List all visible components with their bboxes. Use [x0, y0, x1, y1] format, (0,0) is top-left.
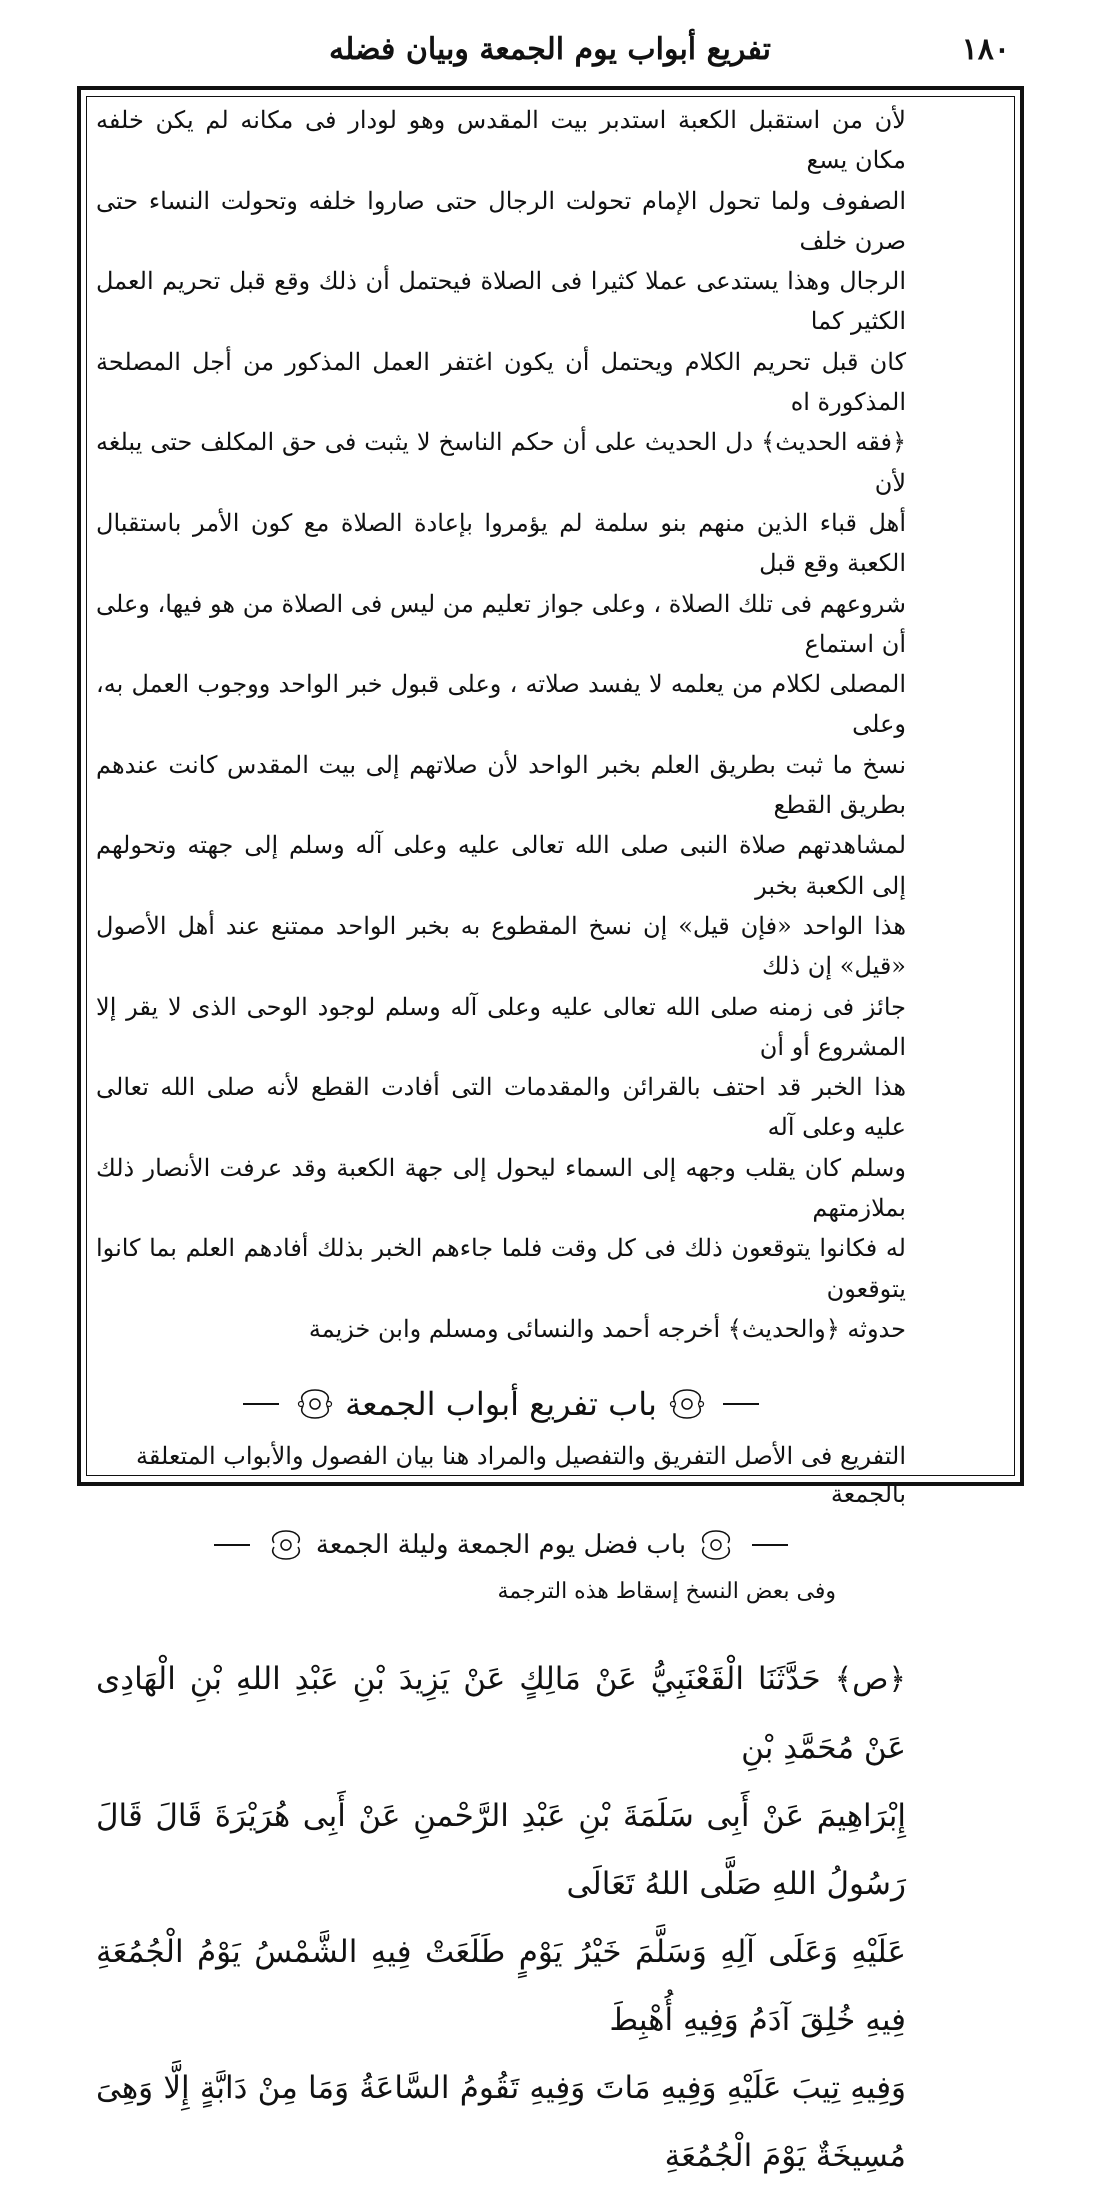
commentary-line: وسلم كان يقلب وجهه إلى السماء ليحول إلى جهة الكعبة وقد عرفت الأنصار ذلك بملازمتهم: [96, 1153, 906, 1223]
running-title: تفريع أبواب يوم الجمعة وبيان فضله: [329, 32, 771, 67]
heading-rule: [214, 1544, 250, 1546]
note-text: وفى بعض النسخ إسقاط هذه الترجمة: [497, 1579, 836, 1605]
commentary-line: جائز فى زمنه صلى الله تعالى عليه وعلى آله وسلم لوجود الوحى الذى لا يقر إلا المشروع أو أن: [96, 992, 906, 1061]
commentary-block: [96, 100, 906, 1349]
hadith-marker: ﴿ص﴾: [834, 1662, 907, 1698]
commentary-line: ﴿فقه الحديث﴾ دل الحديث على أن حكم الناسخ لا يثبت فى حق المكلف حتى يبلغه لأن: [96, 428, 906, 497]
commentary-line: المصلى لكلام من يعلمه لا يفسد صلاته ، وعلى قبول خبر الواحد ووجوب العمل به، وعلى: [96, 670, 906, 739]
ornament-icon: [264, 1527, 308, 1563]
commentary-line: الصفوف ولما تحول الإمام تحولت الرجال حتى صاروا خلفه وتحولت النساء حتى صرن خلف: [96, 186, 906, 255]
commentary-line: أهل قباء الذين منهم بنو سلمة لم يؤمروا بإعادة الصلاة مع كون الأمر باستقبال الكعبة وقع قبل: [96, 508, 906, 578]
hadith-line: عَلَيْهِ وَعَلَى آلِهِ وَسَلَّمَ خَيْرُ يَوْمٍ طَلَعَتْ فِيهِ الشَّمْسُ يَوْمُ الْجُمُعَةِ فِيهِ خُلِقَ آدَمُ وَفِيهِ أُهْبِطَ: [96, 1934, 906, 2039]
heading-rule: [752, 1544, 788, 1546]
chapter-heading-text: باب تفريع أبواب الجمعة: [345, 1385, 657, 1424]
hadith-block: [96, 1645, 906, 2190]
hadith-line: وَفِيهِ تِيبَ عَلَيْهِ وَفِيهِ مَاتَ وَفِيهِ تَقُومُ السَّاعَةُ وَمَا مِنْ دَابَّةٍ إِلَّا وَهِىَ مُسِيخَةٌ يَوْمَ الْجُمُعَةِ: [96, 2070, 906, 2175]
page-number: ١٨٠: [961, 32, 1010, 67]
commentary-line: لأن من استقبل الكعبة استدبر بيت المقدس وهو لودار فى مكانه لم يكن خلفه مكان يسع: [96, 106, 906, 175]
commentary-line: هذا الخبر قد احتف بالقرائن والمقدمات التى أفادت القطع لأنه صلى الله تعالى عليه وعلى آله: [96, 1073, 906, 1142]
hadith-line: إِبْرَاهِيمَ عَنْ أَبِى سَلَمَةَ بْنِ عَبْدِ الرَّحْمنِ عَنْ أَبِى هُرَيْرَةَ قَالَ قَالَ رَسُولُ اللهِ صَلَّى اللهُ تَعَالَى: [96, 1798, 906, 1903]
ornament-icon: [694, 1527, 738, 1563]
hadith-line-text: حَدَّثَنَا الْقَعْنَبِيُّ عَنْ مَالِكٍ عَنْ يَزِيدَ بْنِ عَبْدِ اللهِ بْنِ الْهَادِى عَنْ مُحَمَّدِ بْنِ: [96, 1661, 906, 1767]
page-header: [90, 28, 1010, 78]
commentary-line: شروعهم فى تلك الصلاة ، وعلى جواز تعليم من ليس فى الصلاة من هو فيها، وعلى أن استماع: [96, 589, 907, 658]
commentary-line: كان قبل تحريم الكلام ويحتمل أن يكون اغتفر العمل المذكور من أجل المصلحة المذكورة اه: [96, 347, 906, 417]
definition-text: التفريع فى الأصل التفريق والتفصيل والمراد هنا بيان الفصول والأبواب المتعلقة بالجمعة: [135, 1442, 906, 1509]
commentary-line: حدوثه ﴿والحديث﴾ أخرجه أحمد والنسائى ومسلم وابن خزيمة: [308, 1314, 906, 1343]
commentary-line: الرجال وهذا يستدعى عملا كثيرا فى الصلاة فيحتمل أن ذلك وقع قبل تحريم العمل الكثير كما: [96, 267, 906, 336]
heading-rule: [723, 1403, 759, 1405]
ornament-icon: [293, 1386, 337, 1422]
commentary-line: نسخ ما ثبت بطريق العلم بخبر الواحد لأن صلاتهم إلى بيت المقدس كانت عندهم بطريق القطع: [96, 750, 906, 820]
page-body: [96, 100, 906, 2190]
sub-heading-text: باب فضل يوم الجمعة وليلة الجمعة: [315, 1530, 687, 1561]
commentary-line: هذا الواحد «فإن قيل» إن نسخ المقطوع به بخبر الواحد ممتنع عند أهل الأصول «قيل» إن ذلك: [96, 911, 906, 981]
ornament-icon: [665, 1386, 709, 1422]
heading-rule: [243, 1403, 279, 1405]
sub-heading: [96, 1521, 906, 1569]
commentary-line: لمشاهدتهم صلاة النبى صلى الله تعالى عليه وعلى آله وسلم إلى جهته وتحولهم إلى الكعبة بخبر: [96, 831, 906, 900]
chapter-heading: [96, 1379, 906, 1429]
hadith-line: [96, 1645, 906, 1782]
commentary-line: له فكانوا يتوقعون ذلك فى كل وقت فلما جاءهم الخبر بذلك أفادهم العلم بما كانوا يتوقعون: [96, 1234, 906, 1303]
